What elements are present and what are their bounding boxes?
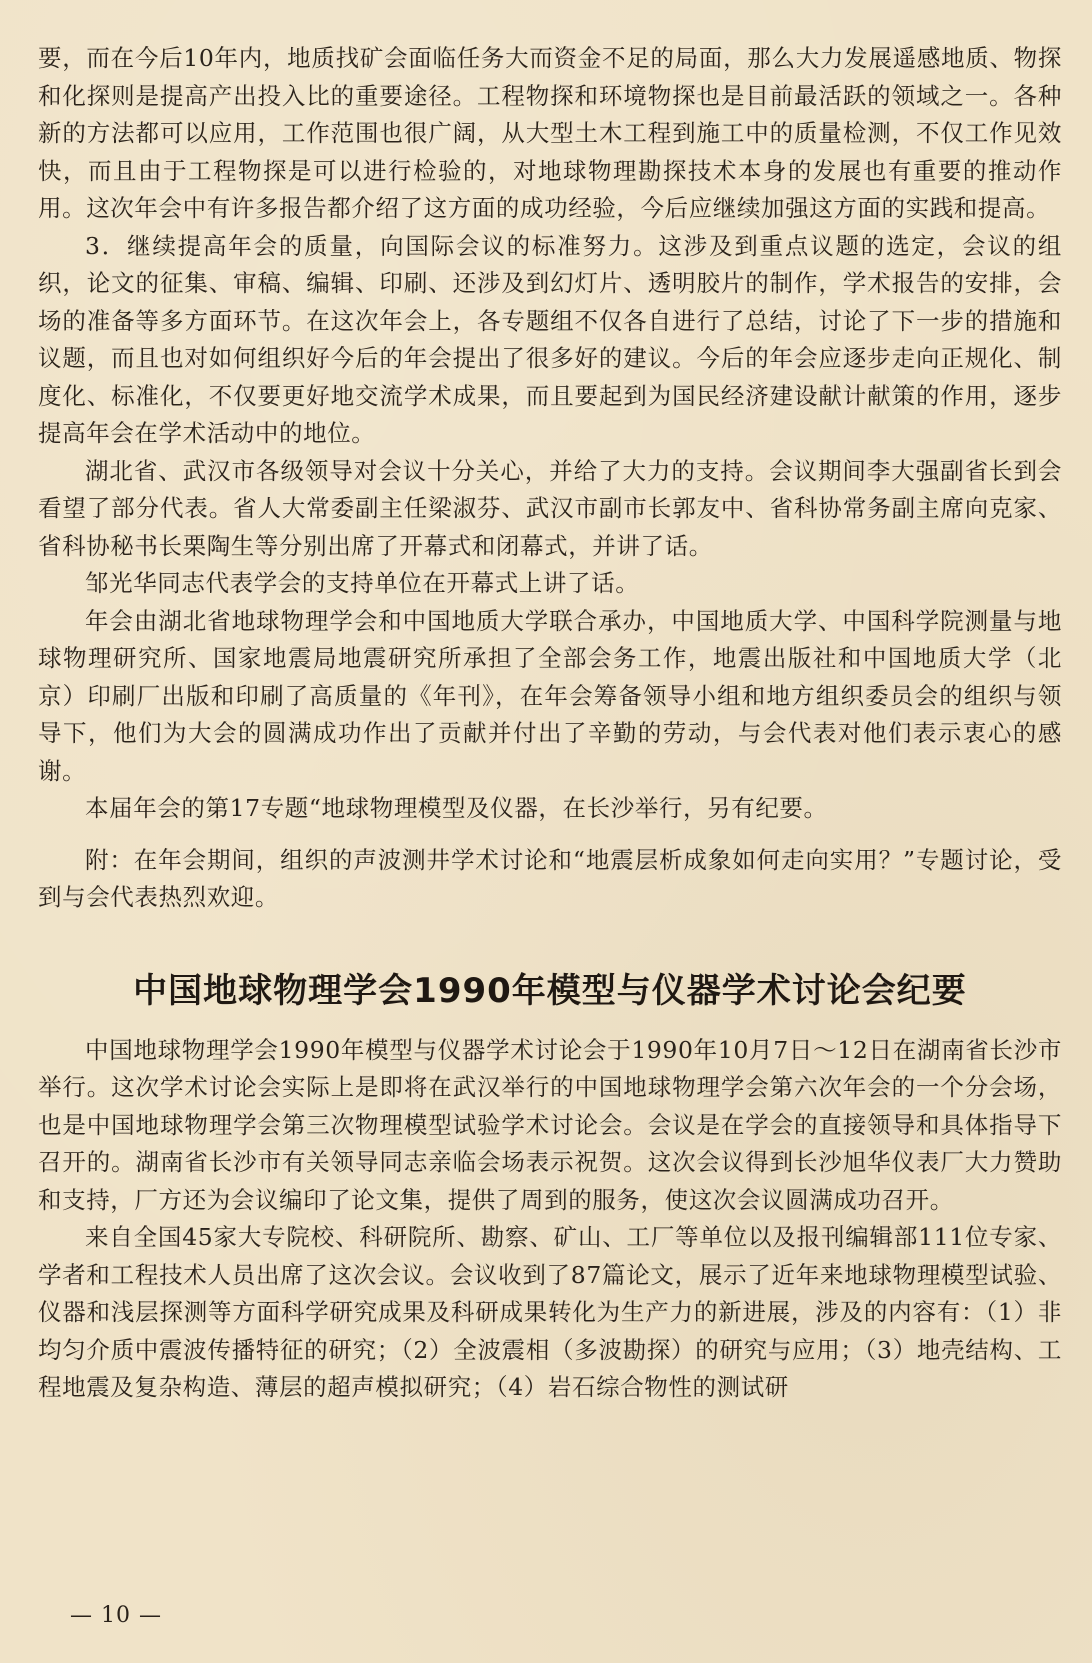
appendix-note: 附：在年会期间，组织的声波测井学术讨论和“地震层析成象如何走向实用？”专题讨论，受到与会代表热烈欢迎。 — [38, 845, 1062, 911]
paragraph-symposium-intro: 中国地球物理学会1990年模型与仪器学术讨论会于1990年10月7日～12日在湖南省长沙市举行。这次学术讨论会实际上是即将在武汉举行的中国地球物理学会第六次年会的一个分会场，也是中国地球物理学会第三次物理模型试验学术讨论会。会议是在学会的直接领导和具体指导下召开的。湖南省长沙市有关领导同志亲临会场表示祝贺。这次会议得到长沙旭华仪表厂大力赞助和支持，厂方还为会议编印了论文集，提供了周到的服务，使这次会议圆满成功召开。 — [38, 1035, 1062, 1214]
paragraph-leaders-support: 湖北省、武汉市各级领导对会议十分关心，并给了大力的支持。会议期间李大强副省长到会看望了部分代表。省人大常委副主任梁淑芬、武汉市副市长郭友中、省科协常务副主席向克家、省科协秘书长栗陶生等分别出席了开幕式和闭幕式，并讲了话。 — [38, 456, 1062, 560]
paragraph-zou-speech: 邹光华同志代表学会的支持单位在开幕式上讲了话。 — [85, 569, 640, 597]
article-heading: 中国地球物理学会1990年模型与仪器学术讨论会纪要 — [133, 970, 967, 1011]
paragraph-point-3: 3．继续提高年会的质量，向国际会议的标准努力。这涉及到重点议题的选定，会议的组织，论文的征集、审稿、编辑、印刷、还涉及到幻灯片、透明胶片的制作，学术报告的安排，会场的准备等多方面环节。在这次年会上，各专题组不仅各自进行了总结，讨论了下一步的措施和议题，而且也对如何组织好今后的年会提出了很多好的建议。今后的年会应逐步走向正规化、制度化、标准化，不仅要更好地交流学术成果，而且要起到为国民经济建设献计献策的作用，逐步提高年会在学术活动中的地位。 — [38, 231, 1062, 447]
page-number: — 10 — — [70, 1603, 162, 1628]
paragraph-attendees: 来自全国45家大专院校、科研院所、勘察、矿山、工厂等单位以及报刊编辑部111位专家、学者和工程技术人员出席了这次会议。会议收到了87篇论文，展示了近年来地球物理模型试验、仪器和浅层探测等方面科学研究成果及科研成果转化为生产力的新进展，涉及的内容有：（1）非均匀介质中震波传播特征的研究；（2）全波震相（多波勘探）的研究与应用；（3）地壳结构、工程地震及复杂构造、薄层的超声模拟研究；（4）岩石综合物性的测试研 — [38, 1223, 1062, 1401]
paragraph-organizers: 年会由湖北省地球物理学会和中国地质大学联合承办，中国地质大学、中国科学院测量与地球物理研究所、国家地震局地震研究所承担了全部会务工作，地震出版社和中国地质大学（北京）印刷厂出版和印刷了高质量的《年刊》，在年会筹备领导小组和地方组织委员会的组织与领导下，他们为大会的圆满成功作出了贡献并付出了辛勤的劳动，与会代表对他们表示衷心的感谢。 — [38, 606, 1062, 785]
paragraph-continuation: 要，而在今后10年内，地质找矿会面临任务大而资金不足的局面，那么大力发展遥感地质、物探和化探则是提高产出投入比的重要途径。工程物探和环境物探也是目前最活跃的领域之一。各种新的方法都可以应用，工作范围也很广阔，从大型土木工程到施工中的质量检测，不仅工作见效快，而且由于工程物探是可以进行检验的，对地球物理勘探技术本身的发展也有重要的推动作用。这次年会中有许多报告都介绍了这方面的成功经验，今后应继续加强这方面的实践和提高。 — [38, 44, 1062, 222]
paragraph-topic-17: 本届年会的第17专题“地球物理模型及仪器，在长沙举行，另有纪要。 — [85, 794, 828, 822]
